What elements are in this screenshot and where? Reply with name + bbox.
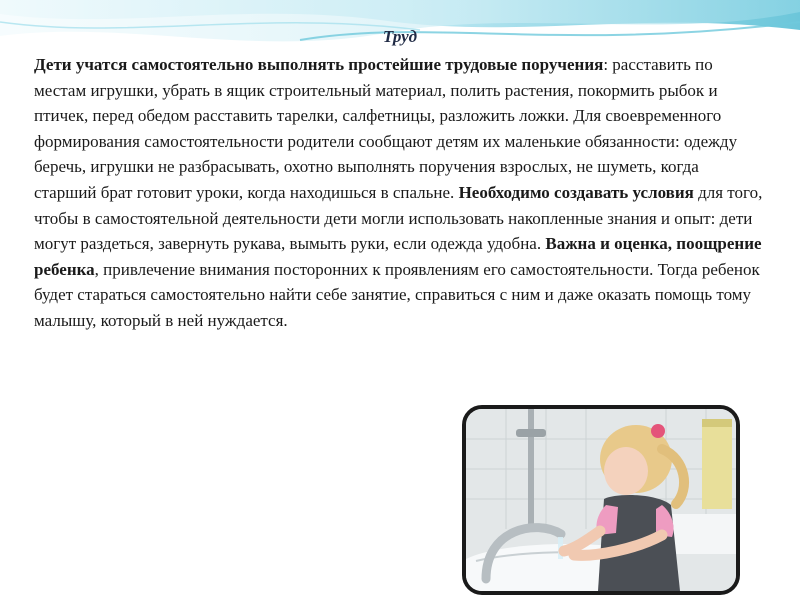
photo-illustration xyxy=(466,409,736,591)
text-run-bold: Важна и оценка, поощрение ребенка xyxy=(34,234,762,279)
text-run: : расставить по местам игрушки, убрать в ящик строительный материал, полить растения, покормить рыбок и птичек, перед обедом расставить тарелки, салфетницы, разложить ложки. Для своевременного формирования самостоятельности родители сообщают детям их маленькие обязанности: одежду беречь, игрушки не разбрасывать, охотно выполнять поручения взрослых, не шуметь, когда старший брат готовит уроки, когда находишься в спальне. xyxy=(34,55,738,202)
text-run-bold: Дети учатся самостоятельно выполнять простейшие трудовые поручения xyxy=(34,55,604,74)
text-run: для того, чтобы в самостоятельной деятельности дети могли использовать накопленные знания и опыт: дети могут раздеться, завернуть рукава, вымыть руки, если одежда удобна. xyxy=(34,182,763,254)
text-run: , привлечение внимания посторонних к проявлениям его самостоятельности. Тогда ребенок будет стараться самостоятельно найти себе занятие, справиться с ним и даже оказать помощь тому малышу, который в ней нуждается. xyxy=(34,259,760,330)
photo-child-washing-hands xyxy=(462,405,740,595)
text-run-bold: Необходимо создавать условия xyxy=(458,182,694,202)
body-paragraph xyxy=(34,52,764,334)
slide-title: Труд xyxy=(382,27,418,46)
